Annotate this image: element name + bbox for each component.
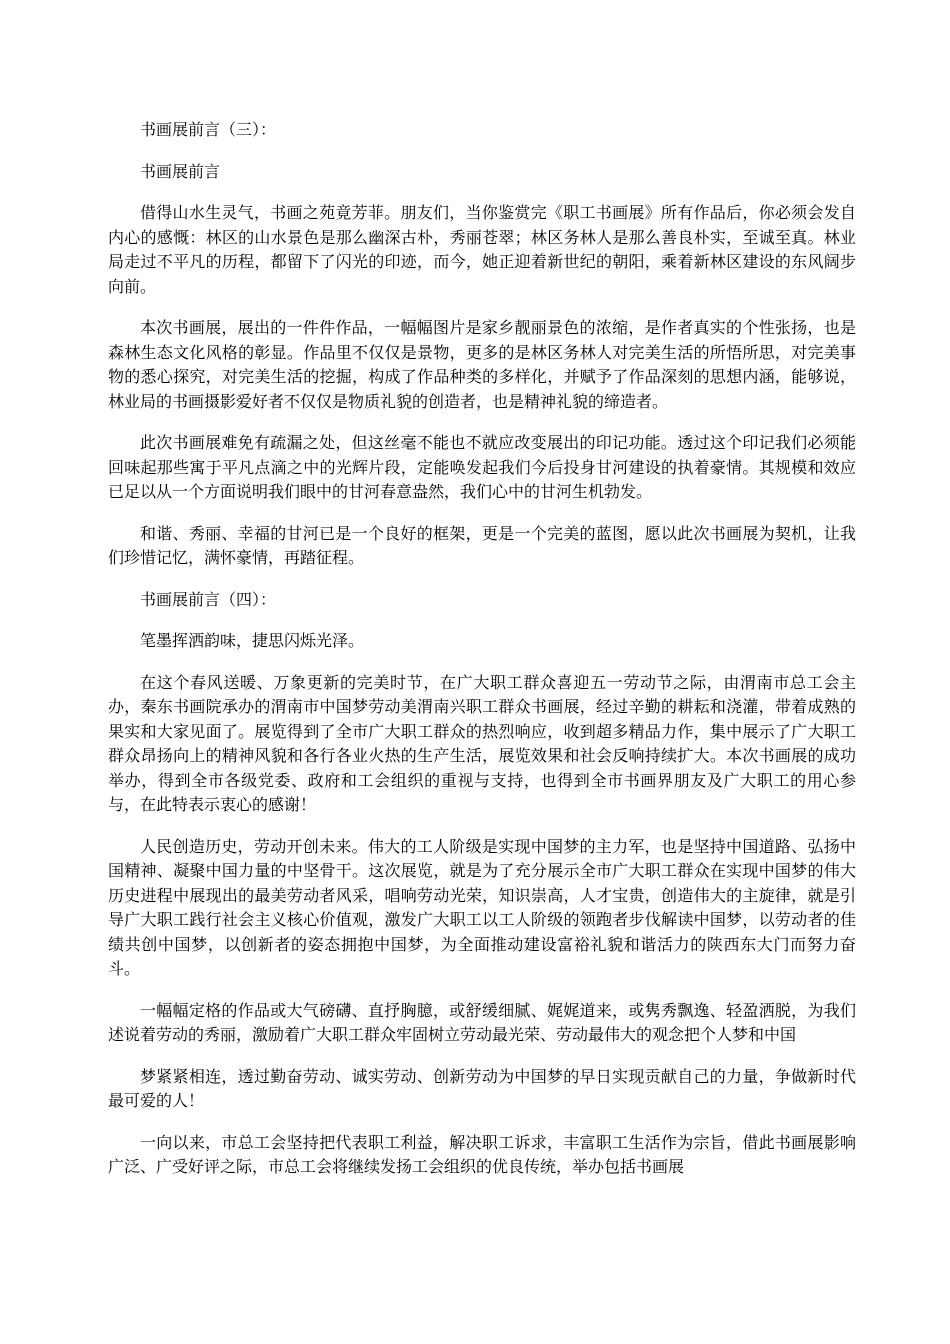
paragraph: 一向以来，市总工会坚持把代表职工利益，解决职工诉求，丰富职工生活作为宗旨，借此书画展影响广泛、广受好评之际，市总工会将继续发扬工会组织的优良传统，举办包括书画展 bbox=[108, 1132, 856, 1176]
paragraph: 在这个春风送暖、万象更新的完美时节，在广大职工群众喜迎五一劳动节之际，由渭南市总工会主办，秦东书画院承办的渭南市中国梦劳动美渭南兴职工群众书画展，经过辛勤的耕耘和浇灌，带着成熟的果实和大家见面了。展览得到了全市广大职工群众的热烈响应，收到超多精品力作，集中展示了广大职工群众昂扬向上的精神风貌和各行各业火热的生产生活，展览效果和社会反响持续扩大。本次书画展的成功举办，得到全市各级党委、政府和工会组织的重视与支持，也得到全市书画界朋友及广大职工的用心参与，在此特表示衷心的感谢！ bbox=[108, 672, 856, 814]
section-heading-3: 书画展前言（三）： bbox=[140, 120, 277, 139]
paragraph: 此次书画展难免有疏漏之处，但这丝毫不能也不就应改变展出的印记功能。透过这个印记我们必须能回味起那些寓于平凡点滴之中的光辉片段，定能唤发起我们今后投身甘河建设的执着豪情。其规模和效应已足以从一个方面说明我们眼中的甘河春意盎然，我们心中的甘河生机勃发。 bbox=[108, 433, 856, 501]
paragraph: 和谐、秀丽、幸福的甘河已是一个良好的框架，更是一个完美的蓝图，愿以此次书画展为契机，让我们珍惜记忆，满怀豪情，再踏征程。 bbox=[108, 523, 856, 567]
document-page bbox=[108, 118, 856, 1197]
section-heading-4: 书画展前言（四）： bbox=[140, 589, 277, 609]
paragraph: 梦紧紧相连，透过勤奋劳动、诚实劳动、创新劳动为中国梦的早日实现贡献自己的力量，争做新时代最可爱的人！ bbox=[108, 1066, 856, 1110]
paragraph: 本次书画展，展出的一件件作品，一幅幅图片是家乡靓丽景色的浓缩，是作者真实的个性张扬，也是森林生态文化风格的彰显。作品里不仅仅是景物，更多的是林区务林人对完美生活的所悟所思，对完美事物的悉心探究，对完美生活的挖掘，构成了作品种类的多样化，并赋予了作品深刻的思想内涵，能够说，林业局的书画摄影爱好者不仅仅是物质礼貌的创造者，也是精神礼貌的缔造者。 bbox=[108, 318, 856, 411]
section-subtitle-3: 书画展前言 bbox=[140, 161, 221, 181]
paragraph: 人民创造历史，劳动开创未来。伟大的工人阶级是实现中国梦的主力军，也是坚持中国道路、弘扬中国精神、凝聚中国力量的中坚骨干。这次展览，就是为了充分展示全市广大职工群众在实现中国梦的伟大历史进程中展现出的最美劳动者风采，唱响劳动光荣，知识崇高，人才宝贵，创造伟大的主旋律，就是引导广大职工践行社会主义核心价值观，激发广大职工以工人阶级的领跑者步伐解读中国梦，以劳动者的佳绩共创中国梦，以创新者的姿态拥抱中国梦，为全面推动建设富裕礼貌和谐活力的陕西东大门而努力奋斗。 bbox=[108, 836, 856, 978]
paragraph: 一幅幅定格的作品或大气磅礴、直抒胸臆，或舒缓细腻、娓娓道来，或隽秀飘逸、轻盈洒脱，为我们述说着劳动的秀丽，激励着广大职工群众牢固树立劳动最光荣、劳动最伟大的观念把个人梦和中国 bbox=[108, 1000, 856, 1044]
paragraph: 借得山水生灵气，书画之苑竟芳菲。朋友们，当你鉴赏完《职工书画展》所有作品后，你必须会发自内心的感慨：林区的山水景色是那么幽深古朴，秀丽苍翠；林区务林人是那么善良朴实，至诚至真。林业局走过不平凡的历程，都留下了闪光的印迹，而今，她正迎着新世纪的朝阳，乘着新林区建设的东风阔步向前。 bbox=[108, 203, 856, 296]
section-subtitle-4: 笔墨挥洒韵味，捷思闪烁光泽。 bbox=[140, 631, 365, 650]
